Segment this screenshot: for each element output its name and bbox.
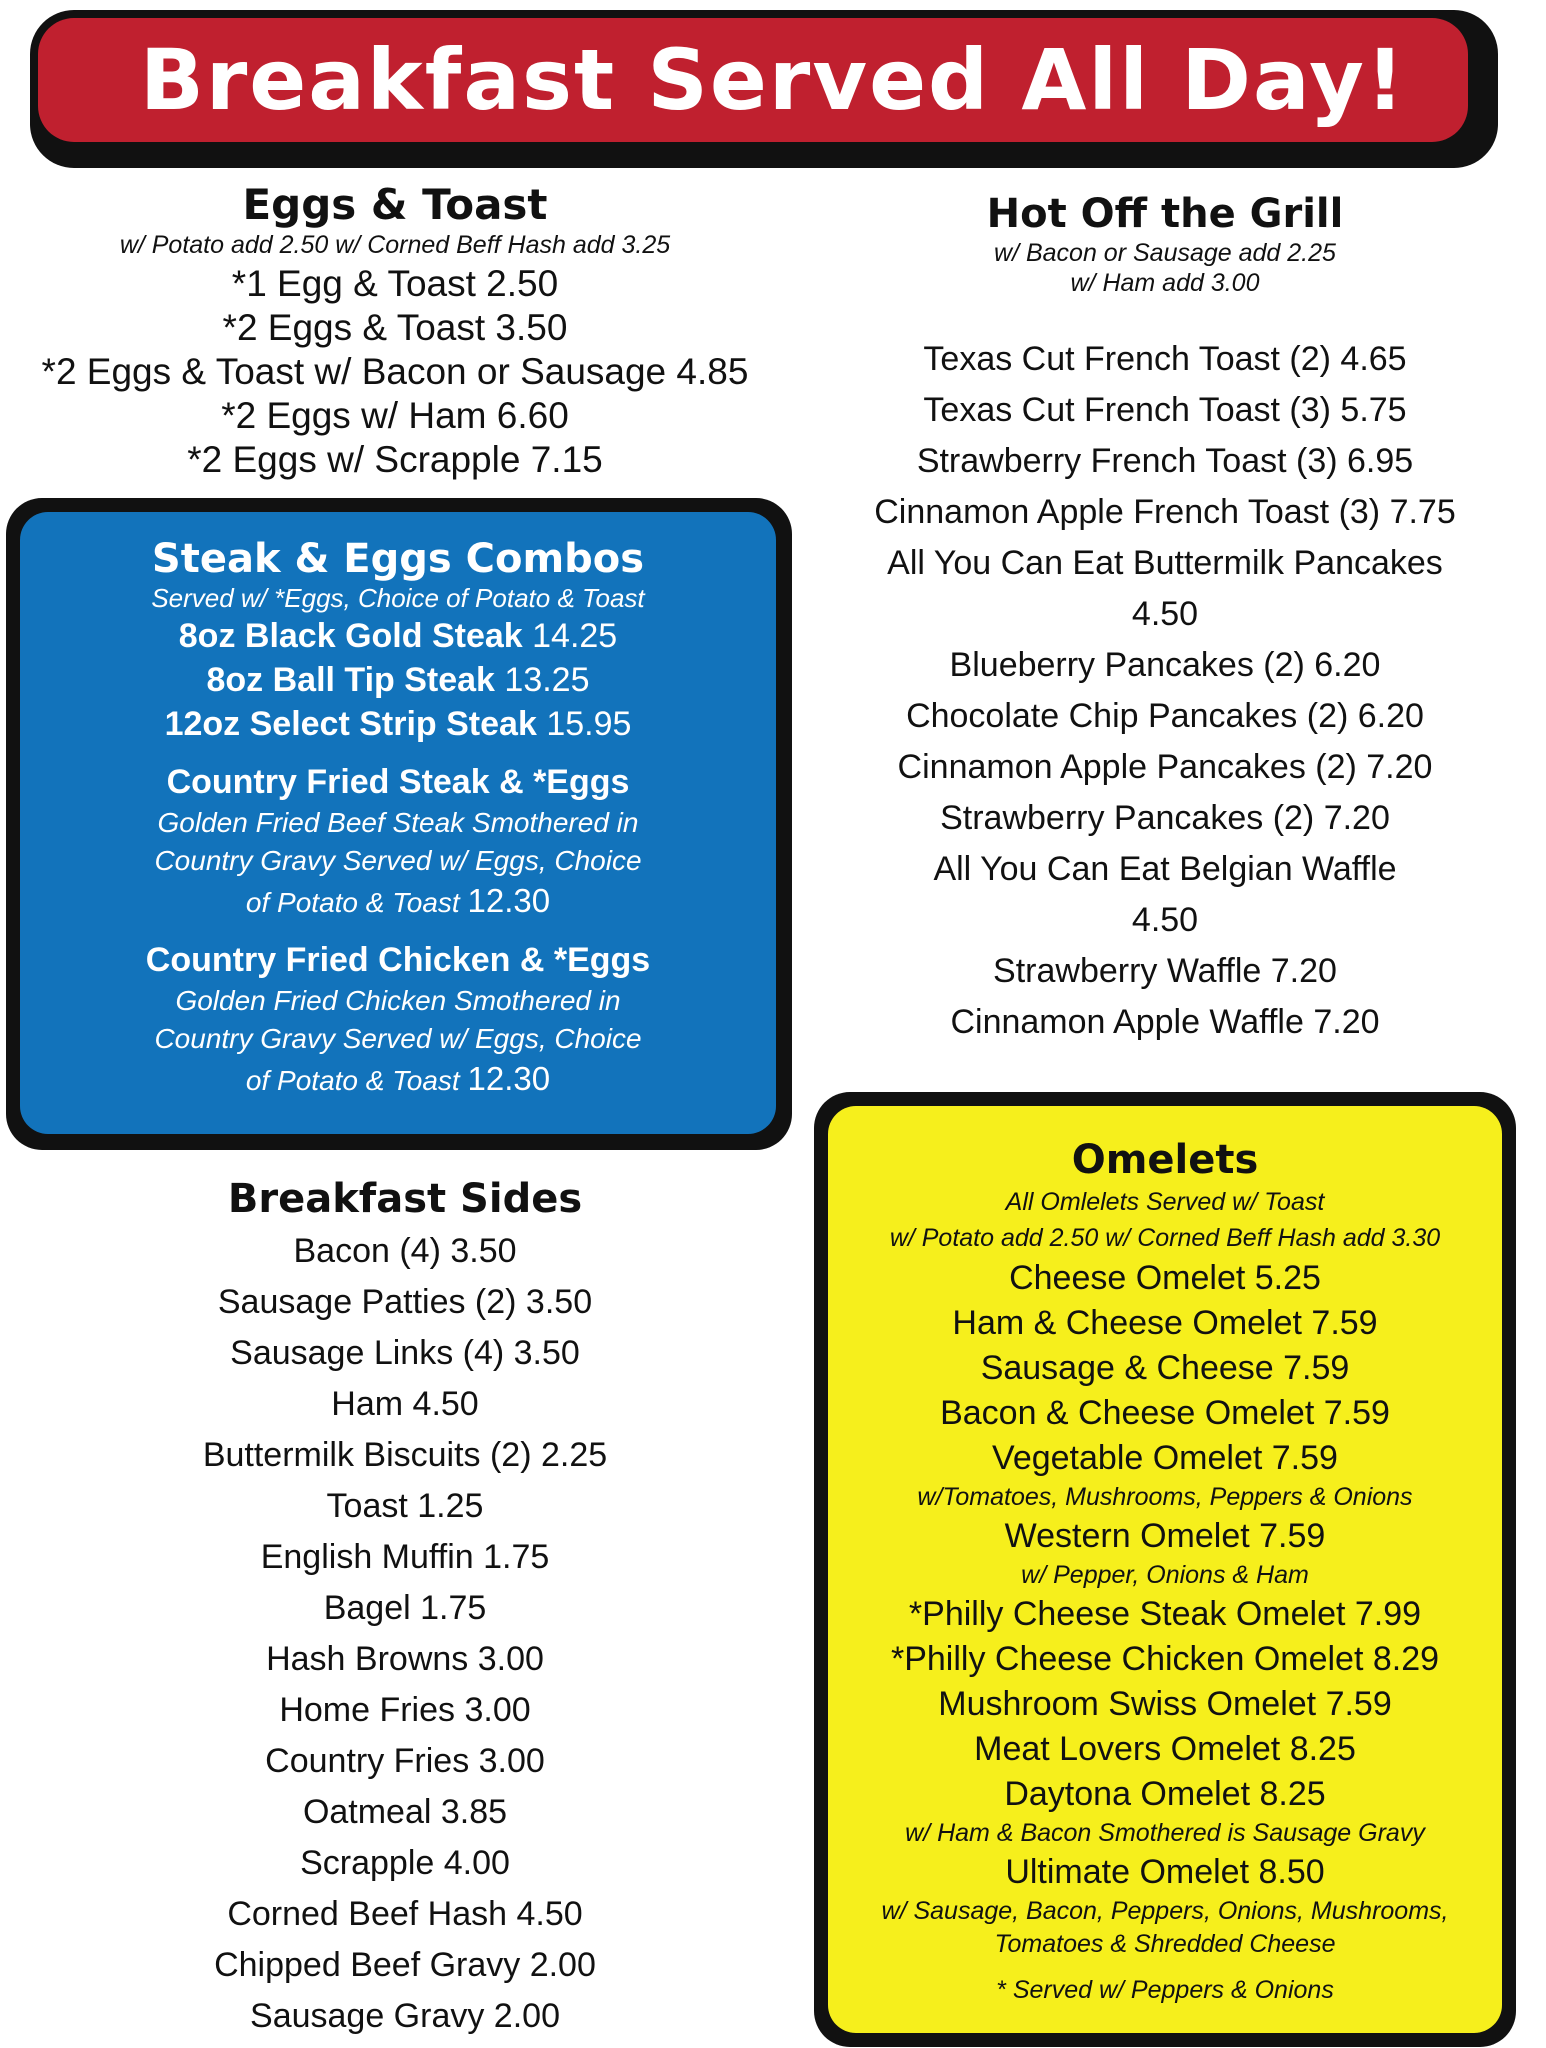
grill-heading: Hot Off the Grill <box>986 191 1344 237</box>
list-item: Cinnamon Apple Pancakes (2) 7.20 <box>897 748 1433 786</box>
list-item: All You Can Eat Belgian Waffle <box>933 850 1397 888</box>
grill-section <box>800 190 1530 1048</box>
steak-item <box>20 658 776 702</box>
steak-price: 13.25 <box>504 661 590 699</box>
omelets-panel-fill <box>828 1106 1502 2033</box>
steak-item <box>20 702 776 746</box>
omelet-item: Daytona Omelet 8.25 <box>1004 1775 1326 1813</box>
grill-subtitle: w/ Bacon or Sausage add 2.25 <box>994 239 1336 267</box>
list-item: Chocolate Chip Pancakes (2) 6.20 <box>906 697 1424 735</box>
list-item: Oatmeal 3.85 <box>302 1793 508 1831</box>
list-item: Chipped Beef Gravy 2.00 <box>214 1946 596 1984</box>
list-item: Cinnamon Apple French Toast (3) 7.75 <box>874 493 1456 531</box>
country-steak-desc-price <box>20 880 776 924</box>
steak-name: 12oz Select Strip Steak <box>164 705 537 743</box>
list-item: Buttermilk Biscuits (2) 2.25 <box>202 1436 608 1474</box>
title-banner <box>30 10 1498 168</box>
omelet-item: *Philly Cheese Steak Omelet 7.99 <box>908 1595 1422 1633</box>
list-item: Texas Cut French Toast (2) 4.65 <box>923 340 1407 378</box>
list-item: Sausage Gravy 2.00 <box>250 1997 560 2035</box>
omelet-item: Bacon & Cheese Omelet 7.59 <box>940 1394 1390 1432</box>
sides-heading: Breakfast Sides <box>227 1176 583 1222</box>
eggs-toast-subtitle: w/ Potato add 2.50 w/ Corned Beff Hash add 3.25 <box>119 231 671 259</box>
grill-subtitle: w/ Ham add 3.00 <box>1070 269 1260 297</box>
list-item: *2 Eggs w/ Scrapple 7.15 <box>187 439 603 480</box>
omelet-note: Tomatoes & Shredded Cheese <box>994 1930 1336 1958</box>
list-item: Cinnamon Apple Waffle 7.20 <box>950 1003 1380 1041</box>
list-item: Strawberry Pancakes (2) 7.20 <box>940 799 1390 837</box>
omelet-item: *Philly Cheese Chicken Omelet 8.29 <box>890 1640 1440 1678</box>
steak-combos-panel-fill <box>20 512 776 1134</box>
list-item: Sausage Links (4) 3.50 <box>230 1334 580 1372</box>
list-item: *2 Eggs w/ Ham 6.60 <box>221 395 569 436</box>
steak-combos-subtitle: Served w/ *Eggs, Choice of Potato & Toast <box>151 583 645 613</box>
title-banner-fill <box>38 18 1468 142</box>
page-title: Breakfast Served All Day! <box>139 31 1407 129</box>
omelet-item: Ultimate Omelet 8.50 <box>1005 1853 1325 1891</box>
list-item: Country Fries 3.00 <box>265 1742 545 1780</box>
country-steak-desc: Golden Fried Beef Steak Smothered in <box>157 807 639 838</box>
list-item: 4.50 <box>1131 901 1199 939</box>
country-steak-desc: Country Gravy Served w/ Eggs, Choice <box>154 845 642 876</box>
list-item: Bagel 1.75 <box>323 1589 487 1627</box>
omelet-note: w/ Ham & Bacon Smothered is Sausage Gravy <box>905 1819 1425 1847</box>
list-item: Scrapple 4.00 <box>300 1844 510 1882</box>
omelets-panel <box>814 1092 1516 2047</box>
grill-list <box>800 334 1530 1048</box>
list-item: Hash Browns 3.00 <box>266 1640 544 1678</box>
list-item: *2 Eggs & Toast w/ Bacon or Sausage 4.85 <box>41 351 749 392</box>
list-item: English Muffin 1.75 <box>260 1538 550 1576</box>
steak-name: 8oz Black Gold Steak <box>178 617 523 655</box>
omelet-item: Sausage & Cheese 7.59 <box>980 1349 1350 1387</box>
list-item: Toast 1.25 <box>326 1487 484 1525</box>
omelet-note: w/ Pepper, Onions & Ham <box>1021 1561 1309 1589</box>
list-item: Strawberry French Toast (3) 6.95 <box>916 442 1414 480</box>
steak-item <box>20 614 776 658</box>
country-steak-price: 12.30 <box>467 882 551 919</box>
list-item: Ham 4.50 <box>331 1385 479 1423</box>
omelets-subtitle: w/ Potato add 2.50 w/ Corned Beff Hash add 3.30 <box>889 1224 1441 1252</box>
steak-combos-heading: Steak & Eggs Combos <box>151 536 645 582</box>
omelet-note: w/ Sausage, Bacon, Peppers, Onions, Mushrooms, <box>881 1897 1449 1925</box>
eggs-toast-section <box>0 180 790 482</box>
country-chicken-desc: Country Gravy Served w/ Eggs, Choice <box>154 1023 642 1054</box>
omelets-footnote: * Served w/ Peppers & Onions <box>996 1976 1334 2004</box>
sides-section <box>0 1172 810 2042</box>
eggs-toast-heading: Eggs & Toast <box>242 180 548 229</box>
country-chicken-desc-price <box>20 1058 776 1102</box>
omelets-list <box>828 1256 1502 1961</box>
country-chicken-price: 12.30 <box>467 1060 551 1097</box>
omelet-note: w/Tomatoes, Mushrooms, Peppers & Onions <box>917 1483 1413 1511</box>
list-item: All You Can Eat Buttermilk Pancakes <box>887 544 1443 582</box>
country-steak-name: Country Fried Steak & *Eggs <box>166 763 630 801</box>
country-chicken-name: Country Fried Chicken & *Eggs <box>145 941 651 979</box>
omelet-item: Ham & Cheese Omelet 7.59 <box>952 1304 1378 1342</box>
sides-list <box>0 1226 810 2042</box>
steak-price: 15.95 <box>546 705 632 743</box>
country-steak-desc: of Potato & Toast <box>245 887 460 918</box>
steak-price: 14.25 <box>532 617 618 655</box>
omelet-item: Mushroom Swiss Omelet 7.59 <box>938 1685 1392 1723</box>
eggs-toast-list <box>0 262 790 482</box>
list-item: Corned Beef Hash 4.50 <box>227 1895 583 1933</box>
list-item: *1 Egg & Toast 2.50 <box>231 263 559 304</box>
steak-combos-panel <box>6 498 792 1150</box>
list-item: Sausage Patties (2) 3.50 <box>217 1283 593 1321</box>
list-item: Blueberry Pancakes (2) 6.20 <box>949 646 1381 684</box>
list-item: Strawberry Waffle 7.20 <box>993 952 1337 990</box>
list-item: Home Fries 3.00 <box>279 1691 531 1729</box>
omelet-item: Cheese Omelet 5.25 <box>1009 1259 1321 1297</box>
omelet-item: Vegetable Omelet 7.59 <box>992 1439 1338 1477</box>
country-chicken-desc: Golden Fried Chicken Smothered in <box>175 985 621 1016</box>
list-item: Bacon (4) 3.50 <box>293 1232 517 1270</box>
omelets-heading: Omelets <box>1071 1137 1259 1183</box>
list-item: Texas Cut French Toast (3) 5.75 <box>923 391 1407 429</box>
omelets-subtitle: All Omlelets Served w/ Toast <box>1005 1188 1325 1216</box>
omelet-item: Meat Lovers Omelet 8.25 <box>974 1730 1356 1768</box>
steak-name: 8oz Ball Tip Steak <box>206 661 495 699</box>
country-chicken-desc: of Potato & Toast <box>245 1065 460 1096</box>
omelet-item: Western Omelet 7.59 <box>1004 1517 1326 1555</box>
list-item: 4.50 <box>1131 595 1199 633</box>
list-item: *2 Eggs & Toast 3.50 <box>222 307 568 348</box>
